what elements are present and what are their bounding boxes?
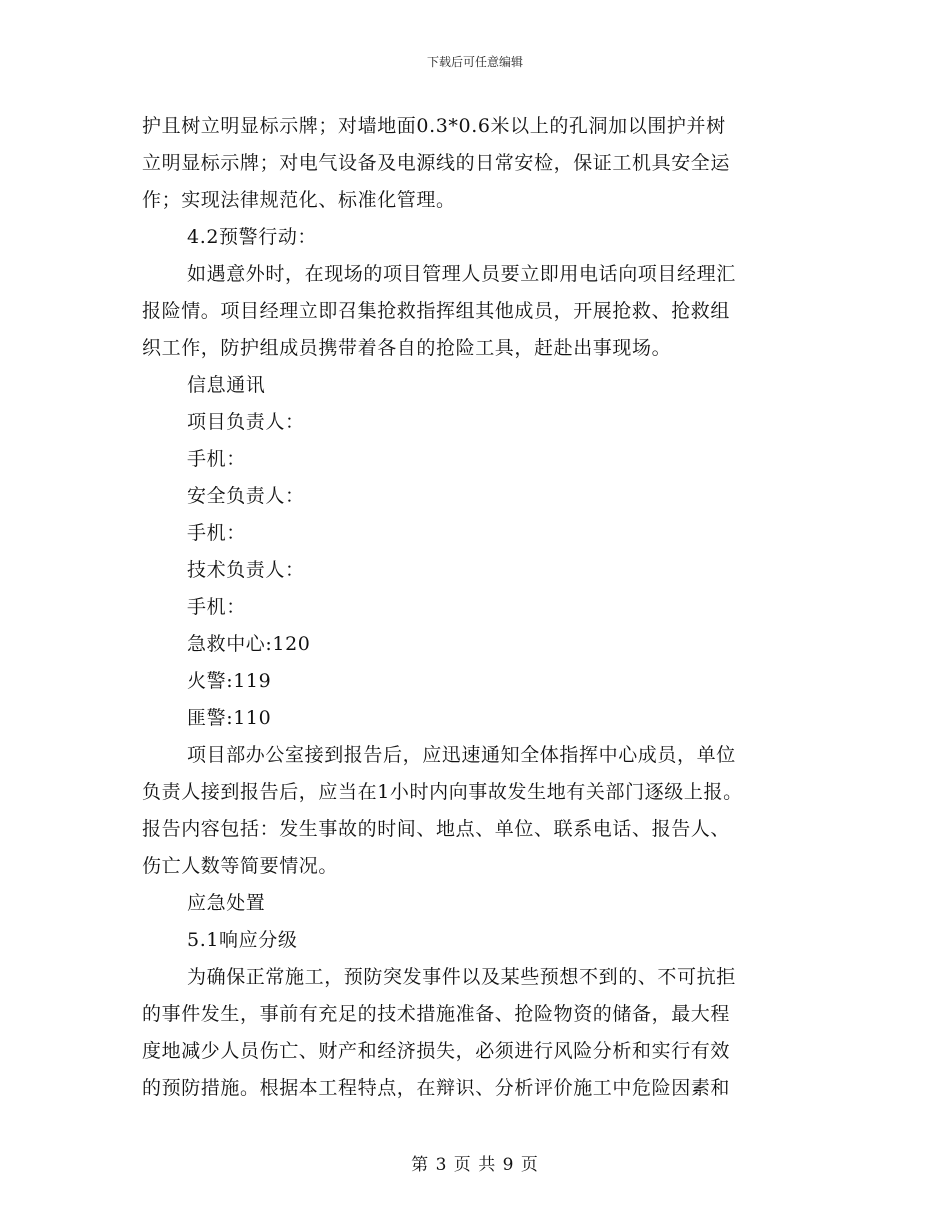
contact-line: 技术负责人： [187,559,305,581]
contact-line: 火警:119 [187,670,272,692]
body-line: 的事件发生，事前有充足的技术措施准备、抢险物资的储备，最大程 [142,1003,731,1025]
contact-line: 急救中心:120 [187,633,311,655]
contact-line: 匪警:110 [187,707,272,729]
section-heading: 应急处置 [187,892,266,914]
body-line: 立明显标示牌；对电气设备及电源线的日常安检，保证工机具安全运 [142,152,731,174]
page-number: 第 3 页 共 9 页 [411,1155,539,1175]
contact-line: 手机： [187,448,246,470]
body-line: 项目部办公室接到报告后，应迅速通知全体指挥中心成员，单位 [187,744,736,766]
body-line: 负责人接到报告后，应当在1小时内向事故发生地有关部门逐级上报。 [142,781,743,803]
body-line: 护且树立明显标示牌；对墙地面0.3*0.6米以上的孔洞加以围护并树 [142,115,726,137]
section-heading: 信息通讯 [187,374,266,396]
body-line: 作；实现法律规范化、标准化管理。 [142,189,456,211]
body-line: 为确保正常施工，预防突发事件以及某些预想不到的、不可抗拒 [187,966,736,988]
document-body [142,108,802,1107]
body-line: 伤亡人数等简要情况。 [142,855,339,877]
body-line: 的预防措施。根据本工程特点，在辩识、分析评价施工中危险因素和 [142,1077,731,1099]
section-heading: 4.2预警行动： [187,226,318,248]
page-header: 下载后可任意编辑 [426,55,523,69]
contact-line: 项目负责人： [187,411,305,433]
body-line: 度地减少人员伤亡、财产和经济损失，必须进行风险分析和实行有效 [142,1040,731,1062]
body-line: 织工作，防护组成员携带着各自的抢险工具，赶赴出事现场。 [142,337,672,359]
contact-line: 安全负责人： [187,485,305,507]
body-line: 报告内容包括：发生事故的时间、地点、单位、联系电话、报告人、 [142,818,731,840]
body-line: 报险情。项目经理立即召集抢救指挥组其他成员，开展抢救、抢救组 [142,300,731,322]
body-line: 如遇意外时，在现场的项目管理人员要立即用电话向项目经理汇 [187,263,736,285]
section-heading: 5.1响应分级 [187,929,298,951]
contact-line: 手机： [187,596,246,618]
contact-line: 手机： [187,522,246,544]
